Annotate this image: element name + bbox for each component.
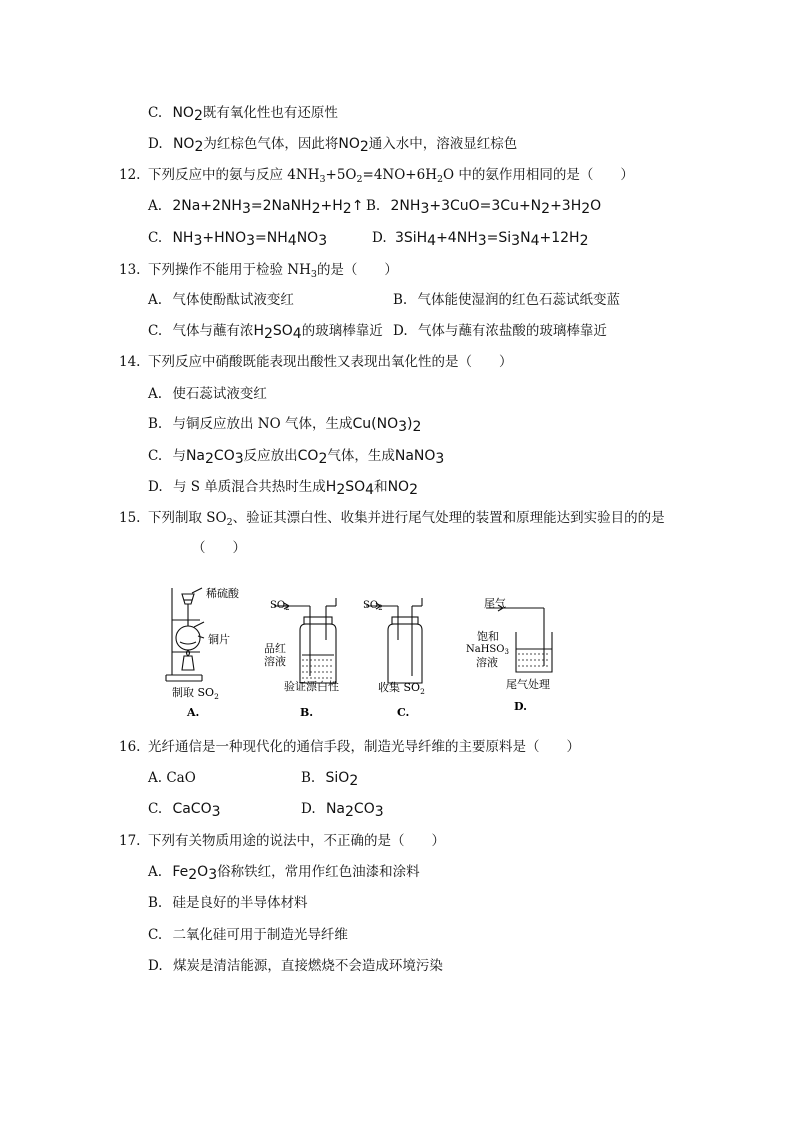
figure-b-solution-label-2: 溶液 [264,655,286,668]
figure-d-caption: 尾气处理 [506,678,550,691]
q12-option-d: D. $3SiH_4+4NH_3=Si_3N_4+12H_2$ [372,230,589,249]
figure-c-caption: 收集 $SO_2$ [378,681,425,696]
figure-a-copper-label: 铜片 [208,633,230,646]
q13-option-d: D. 气体与蘸有浓盐酸的玻璃棒靠近 [393,323,607,339]
figure-d-solution-label-1: 饱和 [477,630,499,643]
q16-option-b: B. SiO$_2$ [301,770,359,789]
q13-option-a: A. 气体使酚酞试液变红 [148,292,294,308]
q12-option-b: B. $2NH_3+3CuO=3Cu+N_2+3H_2O$ [366,198,602,217]
q12-option-a: A. $2Na+2NH_3=2NaNH_2+H_2↑$ [148,198,364,217]
figure-d-solution-label-3: 溶液 [476,656,498,669]
q13-option-b: B. 气体能使湿润的红色石蕊试纸变蓝 [393,292,621,308]
q17-option-d: D. 煤炭是清洁能源，直接燃烧不会造成环境污染 [148,958,443,974]
figure-d-solution-label-2: NaHSO$_3$ [466,644,509,656]
figure-a-acid-label: 稀硫酸 [206,587,239,600]
q13-stem: 下列操作不能用于检验 $NH_3$的是（ ） [148,262,398,280]
q14-option-c: C. 与$Na_2CO_3$反应放出$CO_2$气体，生成NaNO$_3$ [148,448,445,467]
q11-option-c: C. $NO_2$既有氧化性也有还原性 [148,105,338,124]
q16-option-d: D. $Na_2CO_3$ [301,801,384,820]
figure-c-gas-label: $SO_2$ [363,600,383,612]
q14-number: 14. [119,354,141,370]
q15-number: 15. [119,510,141,526]
q17-option-a: A. $Fe_2O_3$俗称铁红，常用作红色油漆和涂料 [148,864,420,883]
figure-b-caption: 验证漂白性 [284,680,339,693]
q17-number: 17. [119,833,141,849]
figure-c-letter: C. [397,706,410,719]
q14-option-b: B. 与铜反应放出 NO 气体，生成$Cu(NO_3)_2$ [148,416,422,435]
figure-b-letter: B. [300,706,314,719]
figure-a-letter: A. [187,706,200,719]
q14-option-a: A. 使石蕊试液变红 [148,386,267,402]
q13-option-c: C. 气体与蘸有浓$H_2SO_4$的玻璃棒靠近 [148,323,383,342]
q12-option-c: C. $NH_3+HNO_3=NH_4NO_3$ [148,230,328,249]
q14-stem: 下列反应中硝酸既能表现出酸性又表现出氧化性的是（ ） [148,354,513,370]
figure-d-gas-label: 尾气 [484,597,506,610]
q16-number: 16. [119,739,141,755]
q16-option-a: A. CaO [148,770,196,786]
q14-option-d: D. 与 S 单质混合共热时生成$H_2SO_4$和$NO_2$ [148,479,418,498]
q16-option-c: C. CaCO$_3$ [148,801,221,820]
q17-option-b: B. 硅是良好的半导体材料 [148,895,308,911]
figure-b-solution-label-1: 品红 [264,642,286,655]
q12-number: 12. [119,167,141,183]
q15-apparatus-figure [160,580,570,725]
figure-d-letter: D. [514,700,527,713]
figure-a-apparatus [166,588,204,681]
figure-b-gas-label: $SO_2$ [270,600,290,612]
q15-answer-blank: （ ） [192,540,246,556]
q11-option-d: D. $NO_2$为红棕色气体，因此将$NO_2$通入水中，溶液显红棕色 [148,136,518,155]
q13-number: 13. [119,262,141,278]
q12-stem: 下列反应中的氨与反应 $4NH_3+5O_2=4NO+6H_2O$ 中的氨作用相同的是（ ） [148,167,634,185]
figure-a-caption: 制取 $SO_2$ [172,686,219,701]
q17-option-c: C. 二氧化硅可用于制造光导纤维 [148,927,348,943]
q16-stem: 光纤通信是一种现代化的通信手段，制造光导纤维的主要原料是（ ） [148,739,580,755]
q17-stem: 下列有关物质用途的说法中，不正确的是（ ） [148,833,445,849]
q15-stem: 下列制取 $SO_2$、验证其漂白性、收集并进行尾气处理的装置和原理能达到实验目的的是 [148,510,665,528]
